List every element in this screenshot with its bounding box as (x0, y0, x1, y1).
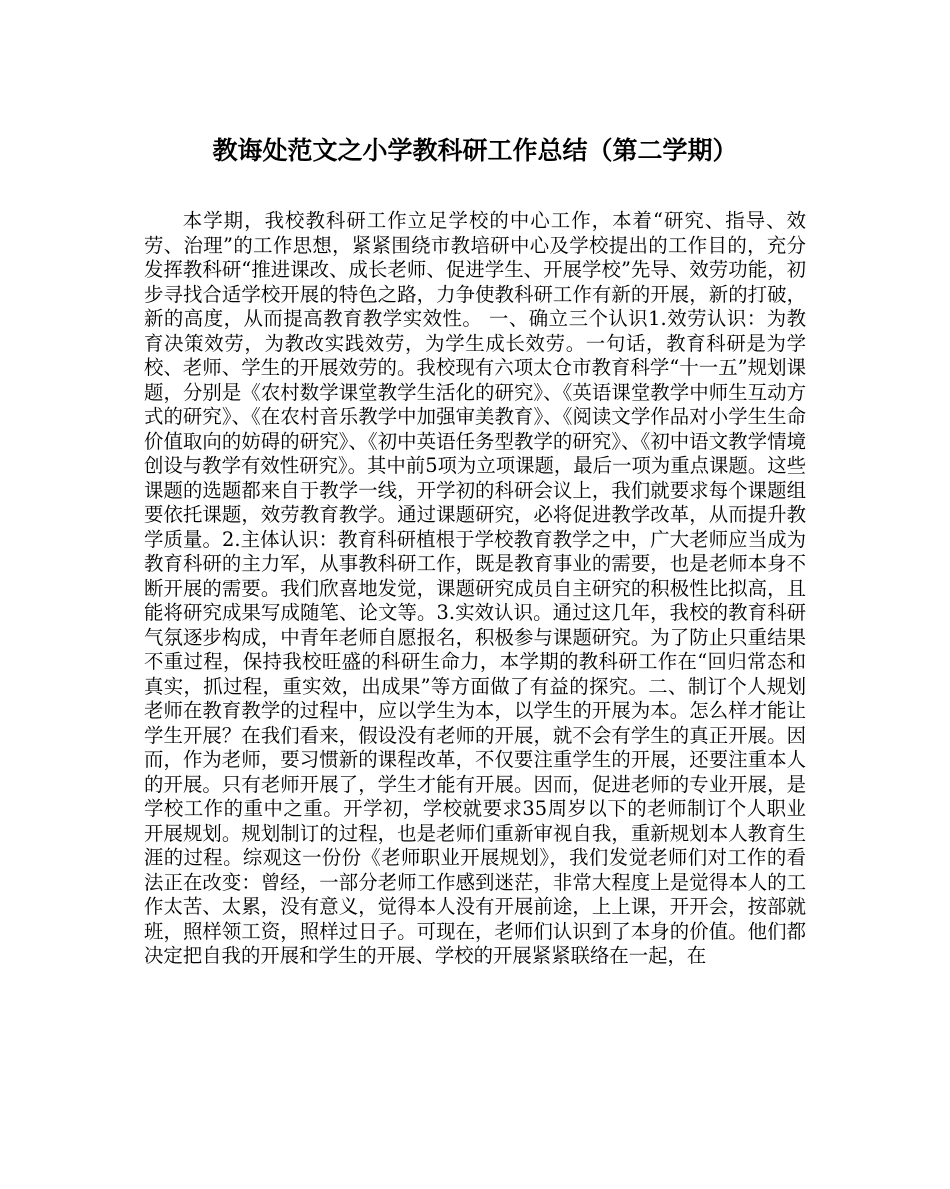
document-title: 教诲处范文之小学教科研工作总结（第二学期） (212, 136, 738, 165)
document-body-paragraph: 本学期，我校教科研工作立足学校的中心工作，本着“研究、指导、效劳、治理”的工作思想，紧紧围绕市教培研中心及学校提出的工作目的，充分发挥教科研“推进课改、成长老师、促进学生、开展学校”先导、效劳功能，初步寻找合适学校开展的特色之路，力争使教科研工作有新的开展，新的打破，新的高度，从而提高教育教学实效性。 一、确立三个认识1.效劳认识：为教育决策效劳，为教改实践效劳，为学生成长效劳。一句话，教育科研是为学校、老师、学生的开展效劳的。我校现有六项太仓市教育科学“十一五”规划课题，分别是《农村数学课堂教学生活化的研究》、《英语课堂教学中师生互动方式的研究》、《在农村音乐教学中加强审美教育》、《阅读文学作品对小学生生命价值取向的妨碍的研究》、《初中英语任务型教学的研究》、《初中语文教学情境创设与教学有效性研究》。其中前5项为立项课题，最后一项为重点课题。这些课题的选题都来自于教学一线，开学初的科研会议上，我们就要求每个课题组要依托课题，效劳教育教学。通过课题研究，必将促进教学改革，从而提升教学质量。2.主体认识：教育科研植根于学校教育教学之中，广大老师应当成为教育科研的主力军，从事教科研工作，既是教育事业的需要，也是老师本身不断开展的需要。我们欣喜地发觉，课题研究成员自主研究的积极性比拟高，且能将研究成果写成随笔、论文等。3.实效认识。通过这几年，我校的教育科研气氛逐步构成，中青年老师自愿报名，积极参与课题研究。为了防止只重结果不重过程，保持我校旺盛的科研生命力，本学期的教科研工作在“回归常态和真实，抓过程，重实效，出成果”等方面做了有益的探究。二、制订个人规划老师在教育教学的过程中，应以学生为本，以学生的开展为本。怎么样才能让学生开展？在我们看来，假设没有老师的开展，就不会有学生的真正开展。因而，作为老师，要习惯新的课程改革，不仅要注重学生的开展，还要注重本人的开展。只有老师开展了，学生才能有开展。因而，促进老师的专业开展，是学校工作的重中之重。开学初，学校就要求35周岁以下的老师制订个人职业开展规划。规划制订的过程，也是老师们重新审视自我，重新规划本人教育生涯的过程。综观这一份份《老师职业开展规划》，我们发觉老师们对工作的看法正在改变：曾经，一部分老师工作感到迷茫，非常大程度上是觉得本人的工作太苦、太累，没有意义，觉得本人没有开展前途，上上课，开开会，按部就班，照样领工资，照样过日子。可现在，老师们认识到了本身的价值。他们都决定把自我的开展和学生的开展、学校的开展紧紧联络在一起，在 (144, 209, 806, 967)
